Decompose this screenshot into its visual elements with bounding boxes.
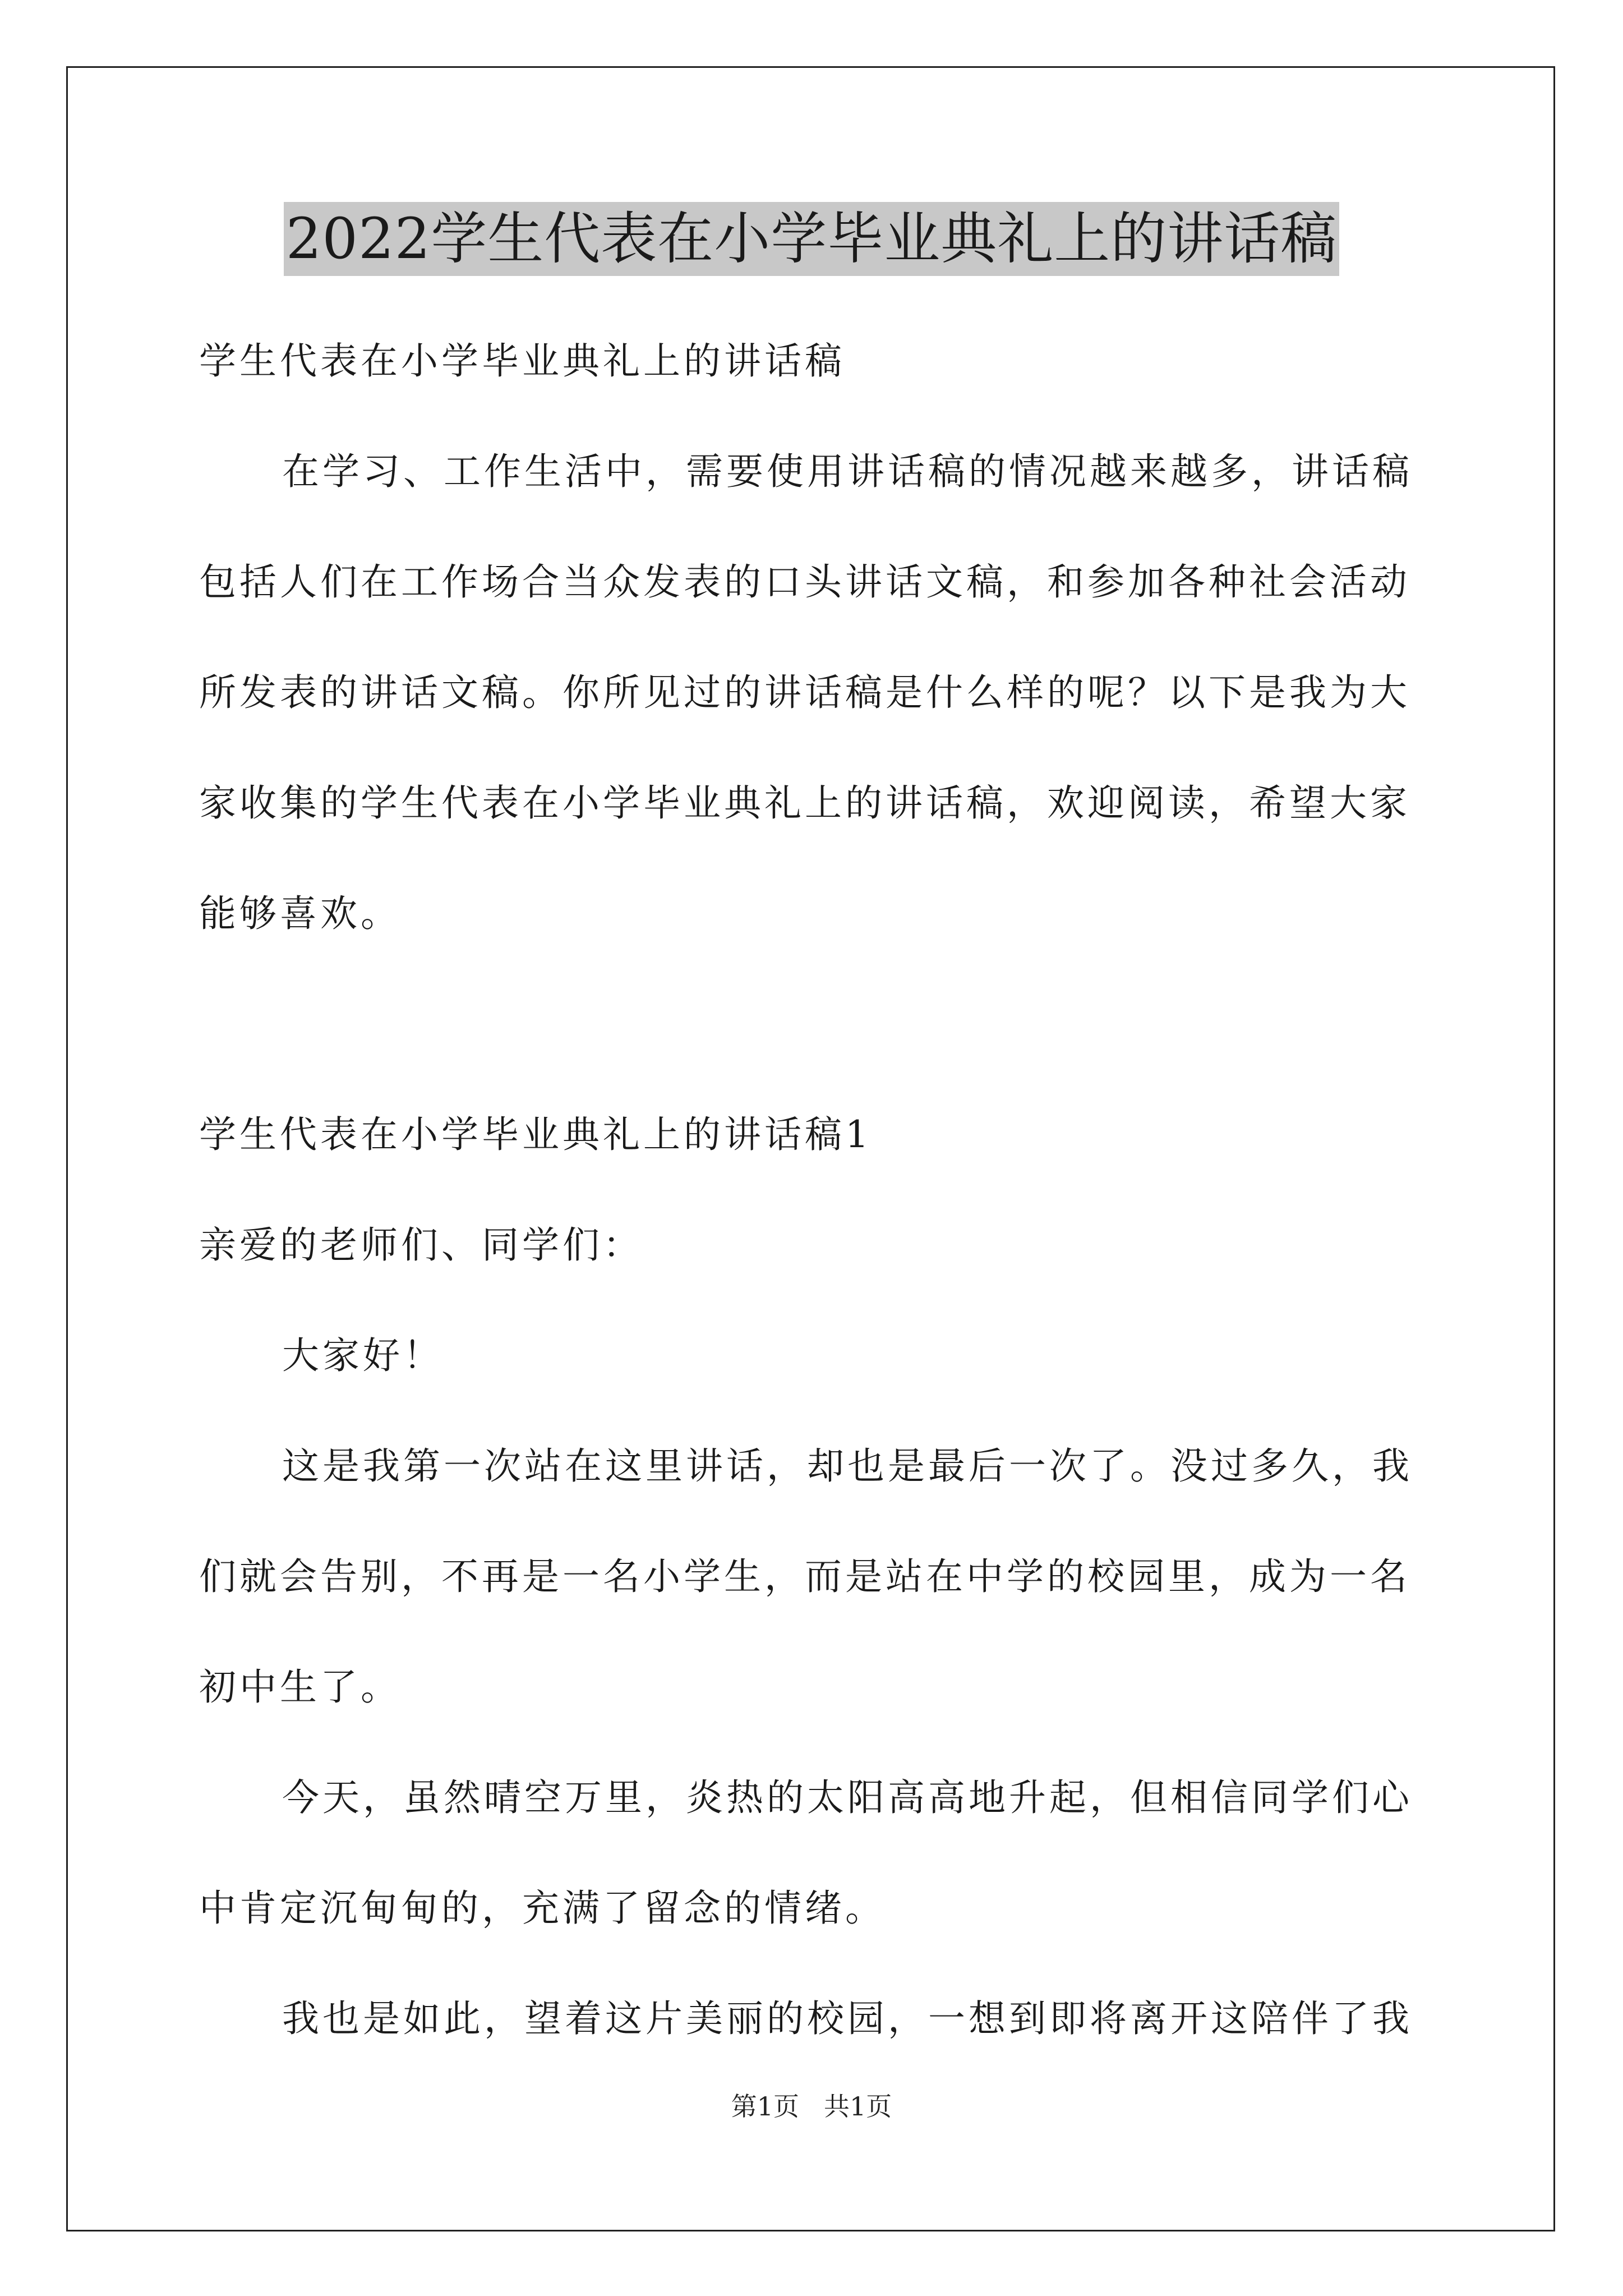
paragraph-line: 们就会告别，不再是一名小学生，而是站在中学的校园里，成为一名	[199, 1555, 1410, 1598]
section-heading: 学生代表在小学毕业典礼上的讲话稿1	[199, 1113, 872, 1156]
paragraph-line: 家收集的学生代表在小学毕业典礼上的讲话稿，欢迎阅读，希望大家	[199, 781, 1410, 825]
greeting-line: 大家好！	[282, 1334, 444, 1377]
page-total: 共1页	[824, 2091, 892, 2122]
document-body	[199, 306, 1438, 2074]
page-number: 第1页	[731, 2091, 799, 2122]
paragraph-line: 中肯定沉甸甸的，充满了留念的情绪。	[199, 1887, 886, 1930]
paragraph-line: 能够喜欢。	[199, 892, 401, 935]
salutation-line: 亲爱的老师们、同学们：	[199, 1223, 643, 1267]
paragraph-line: 所发表的讲话文稿。你所见过的讲话稿是什么样的呢？以下是我为大	[199, 671, 1410, 714]
document-title: 2022学生代表在小学毕业典礼上的讲话稿	[0, 202, 1623, 276]
page-footer	[0, 2090, 1623, 2123]
paragraph-line: 在学习、工作生活中，需要使用讲话稿的情况越来越多，讲话稿	[282, 450, 1413, 493]
paragraph-line: 我也是如此，望着这片美丽的校园，一想到即将离开这陪伴了我	[282, 1997, 1413, 2040]
paragraph-line: 初中生了。	[199, 1665, 401, 1709]
paragraph-line: 这是我第一次站在这里讲话，却也是最后一次了。没过多久，我	[282, 1444, 1413, 1488]
paragraph-line: 今天，虽然晴空万里，炎热的太阳高高地升起，但相信同学们心	[282, 1776, 1413, 1819]
subtitle-line: 学生代表在小学毕业典礼上的讲话稿	[199, 339, 845, 383]
blank-line	[199, 969, 1438, 1079]
paragraph-line: 包括人们在工作场合当众发表的口头讲话文稿，和参加各种社会活动	[199, 560, 1410, 604]
